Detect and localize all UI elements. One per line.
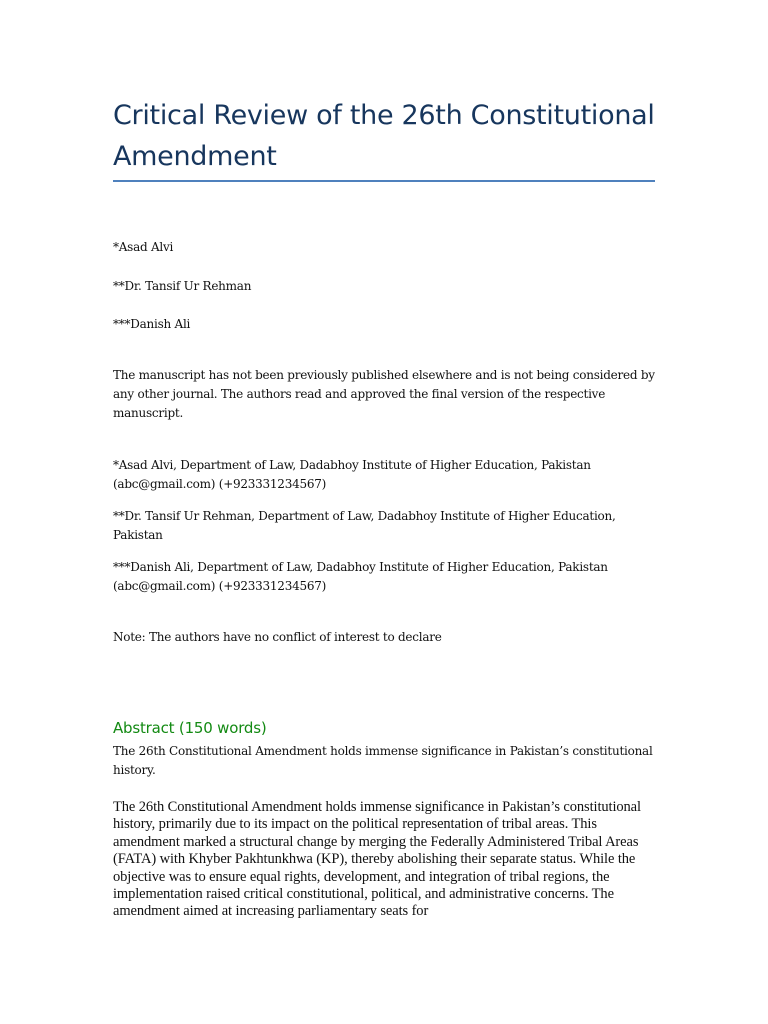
author-3: ***Danish Ali [113, 317, 191, 331]
affiliation-2: **Dr. Tansif Ur Rehman, Department of Law, Dadabhoy Institute of Higher Education, Pakistan [113, 509, 616, 542]
author-1: *Asad Alvi [113, 240, 174, 254]
title-underline [113, 180, 655, 182]
affiliation-1: *Asad Alvi, Department of Law, Dadabhoy Institute of Higher Education, Pakistan (abc@gmail.com) (+923331234567) [113, 458, 591, 491]
abstract-heading: Abstract (150 words) [113, 719, 267, 737]
conflict-note: Note: The authors have no conflict of interest to declare [113, 630, 442, 644]
author-2: **Dr. Tansif Ur Rehman [113, 279, 252, 293]
abstract-intro: The 26th Constitutional Amendment holds immense significance in Pakistan’s constitutional history. [113, 744, 653, 777]
document-title: Critical Review of the 26th Constitutional Amendment [113, 100, 655, 172]
abstract-body: The 26th Constitutional Amendment holds immense significance in Pakistan’s constitutional history, primarily due to its impact on the political representation of tribal areas. This amendment marked a structural change by merging the Federally Administered Tribal Areas (FATA) with Khyber Pakhtunkhwa (KP), thereby abolishing their separate status. While the objective was to ensure equal rights, development, and integration of tribal regions, the implementation raised critical constitutional, political, and administrative concerns. The amendment aimed at increasing parliamentary seats for [113, 799, 641, 920]
manuscript-statement: The manuscript has not been previously published elsewhere and is not being considered by any other journal. The authors read and approved the final version of the respective manuscript. [113, 368, 655, 420]
affiliation-3: ***Danish Ali, Department of Law, Dadabhoy Institute of Higher Education, Pakistan (abc@gmail.com) (+923331234567) [113, 560, 608, 593]
